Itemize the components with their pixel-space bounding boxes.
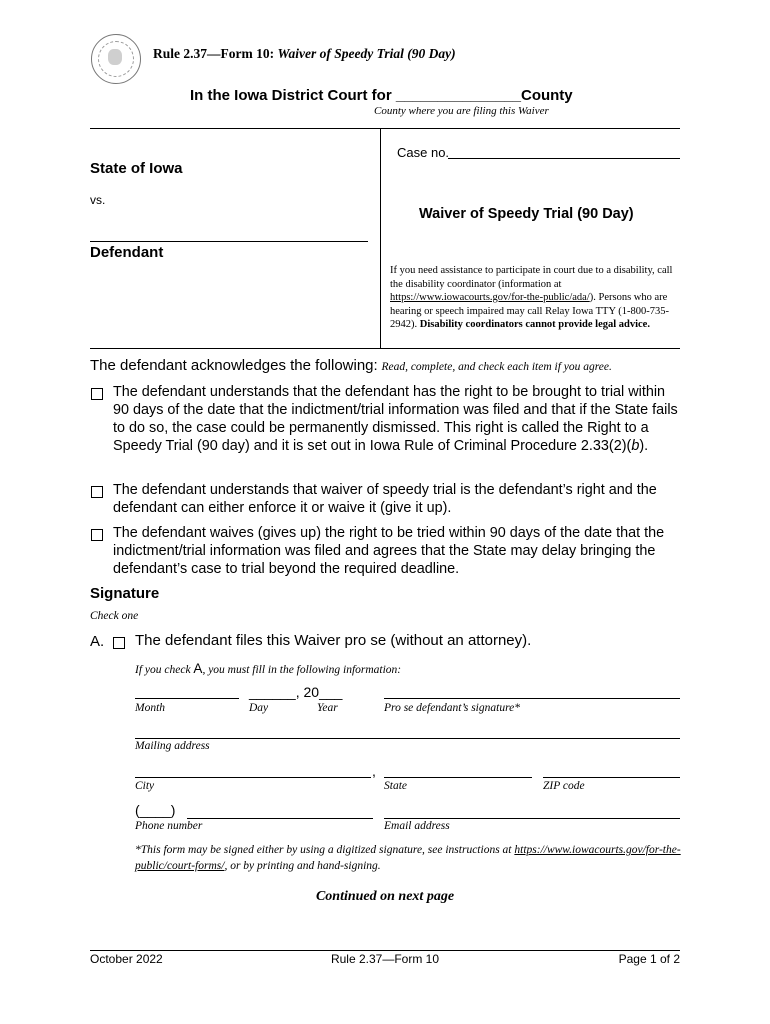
court-suffix: County [520, 87, 573, 104]
ack-intro [90, 357, 612, 375]
zip-label: ZIP code [543, 780, 585, 792]
ack-item1-b: b [631, 438, 640, 454]
vs-label: vs. [90, 193, 106, 207]
ack-item1-checkbox[interactable] [91, 388, 103, 400]
ada-disclaimer: Disability coordinators cannot provide legal advice. [419, 319, 650, 330]
day-label: Day [249, 702, 269, 714]
caption-bottom-rule [90, 348, 680, 349]
court-forms-link[interactable]: https://www.iowacourts.gov/for-the-public/court-forms/ [135, 844, 681, 872]
defendant-name-line[interactable] [90, 241, 368, 242]
city-label: City [135, 780, 155, 792]
city-field[interactable] [135, 777, 371, 778]
footer-page-number: Page 1 of 2 [618, 952, 680, 966]
year-label: Year [317, 702, 338, 714]
ada-text: If you need assistance to participate in court due to a disability, call the disability coordinator (information at [390, 265, 673, 290]
email-field[interactable] [384, 818, 680, 819]
check-one-label: Check one [90, 610, 139, 622]
court-prefix: In the Iowa District Court for [190, 87, 396, 104]
month-field[interactable] [135, 698, 239, 699]
state-field[interactable] [384, 777, 532, 778]
ack-item1-a: The defendant understands that the defendant has the right to be brought to trial within 90 days of the date that the indictment/trial information was filed and that if the State fails to do so, the case could be permanently dismissed. This right is called the Right to a Speedy Trial (90 day) and it is set out in Iowa Rule of Criminal Procedure 2.33(2)( [113, 384, 678, 454]
ack-item3-checkbox[interactable] [91, 529, 103, 541]
if-check-letter: A [193, 661, 203, 676]
ack-lead: The defendant acknowledges the following: [90, 357, 378, 374]
caption-divider [380, 128, 381, 348]
county-blank[interactable]: _______________ [395, 87, 521, 104]
case-number-label: Case no. [397, 145, 450, 160]
note-text-2: , or by printing and hand-signing. [224, 859, 381, 872]
footer-rule [90, 950, 680, 951]
ada-text-2: ). Persons who are hearing or speech impaired may call Relay Iowa TTY (1-800-735-2942). [390, 292, 670, 330]
phone-label: Phone number [135, 820, 203, 832]
seal-emblem [108, 49, 122, 65]
footer-rule-name: Rule 2.37—Form 10 [330, 952, 440, 966]
state-label: State [384, 780, 407, 792]
header-rule [90, 128, 680, 129]
option-a-checkbox[interactable] [113, 637, 125, 649]
phone-area-code-field[interactable]: (____) [135, 802, 176, 818]
court-heading [190, 87, 573, 104]
if-check-instruction [135, 661, 401, 676]
zip-field[interactable] [543, 777, 680, 778]
document-title: Waiver of Speedy Trial (90 Day) [419, 206, 634, 222]
ack-instruction: Read, complete, and check each item if you agree. [381, 361, 612, 373]
if-check-post: , you must fill in the following information: [202, 664, 402, 676]
signature-label: Pro se defendant’s signature* [384, 702, 520, 714]
if-check-pre: If you check [135, 664, 194, 676]
ack-item1-c: ). [639, 438, 649, 454]
city-comma: , [372, 763, 376, 779]
footer-date: October 2022 [90, 952, 163, 966]
rule-prefix: Rule 2.37—Form 10: [153, 46, 278, 61]
note-text: *This form may be signed either by using a digitized signature, see instructions at [135, 844, 512, 856]
county-note: County where you are filing this Waiver [374, 105, 549, 117]
signature-field[interactable] [384, 698, 680, 699]
court-seal-logo [91, 34, 141, 84]
ada-notice [390, 264, 682, 332]
ada-link[interactable]: https://www.iowacourts.gov/for-the-public/ada/ [390, 292, 590, 303]
defendant-label: Defendant [90, 244, 164, 261]
plaintiff-name: State of Iowa [90, 160, 183, 177]
day-year-field[interactable]: ______, 20___ [249, 684, 343, 700]
phone-field[interactable] [187, 818, 373, 819]
ack-item2-text: The defendant understands that waiver of speedy trial is the defendant’s right and the defendant can either enforce it or waive it (give it up). [113, 482, 657, 516]
signature-heading: Signature [90, 585, 160, 602]
case-number-field[interactable] [448, 158, 680, 159]
ack-item2-checkbox[interactable] [91, 486, 103, 498]
month-label: Month [135, 702, 166, 714]
form-header [153, 46, 456, 62]
mailing-address-label: Mailing address [135, 740, 210, 752]
option-a-letter: A. [90, 633, 105, 650]
option-a-text: The defendant files this Waiver pro se (without an attorney). [135, 632, 532, 649]
mailing-address-field[interactable] [135, 738, 680, 739]
continued-label: Continued on next page [315, 889, 455, 904]
email-label: Email address [384, 820, 450, 832]
ack-item3-text: The defendant waives (gives up) the right to be tried within 90 days of the date that the indictment/trial information was filed and agrees that the State may delay bringing the defendant’s case to trial beyond the required deadline. [113, 525, 665, 577]
signature-note [135, 843, 685, 874]
form-title: Waiver of Speedy Trial (90 Day) [277, 46, 456, 61]
ack-item1-text [113, 383, 685, 455]
